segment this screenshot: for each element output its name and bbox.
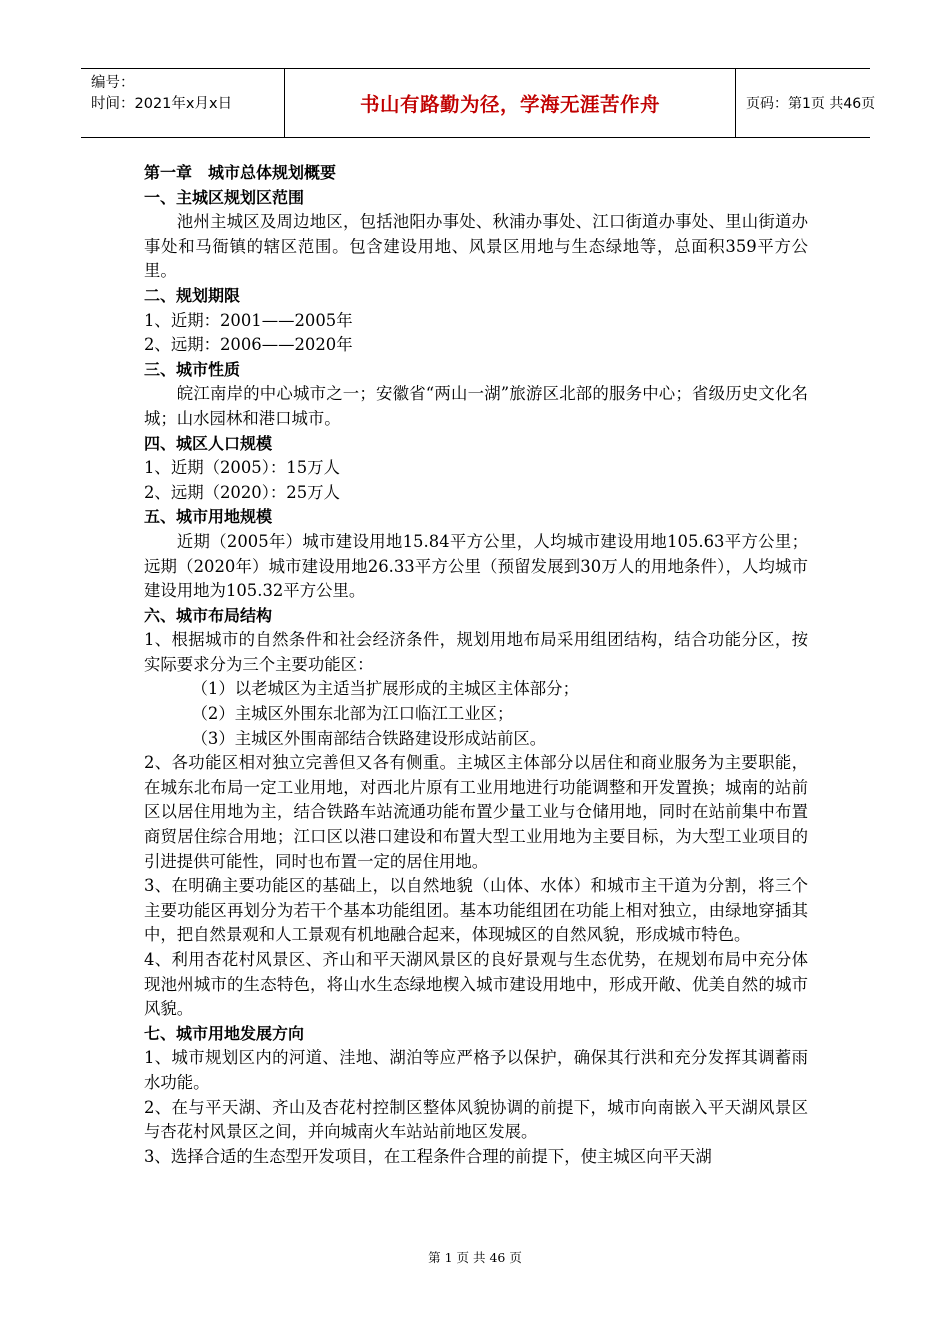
section-heading: 七、城市用地发展方向: [144, 1023, 305, 1043]
page-header: [81, 68, 876, 138]
list-item: 2、远期：2006——2020年: [144, 335, 353, 355]
paragraph: 3、在明确主要功能区的基础上，以自然地貌（山体、水体）和城市主干道为分割，将三个主要功能区再划分为若干个基本功能组团。基本功能组团在功能上相对独立，由绿地穿插其中，把自然景观和人工景观有机地融合起来，体现城区的自然风貌，形成城市特色。: [144, 876, 808, 945]
paragraph: 4、利用杏花村风景区、齐山和平天湖风景区的良好景观与生态优势，在规划布局中充分体现池州城市的生态特色，将山水生态绿地楔入城市建设用地中，形成开敞、优美自然的城市风貌。: [144, 950, 808, 1019]
list-item: （1）以老城区为主适当扩展形成的主城区主体部分；: [191, 679, 579, 699]
time-label: 时间：2021年x月x日: [91, 96, 233, 112]
list-item: 2、远期（2020）：25万人: [144, 482, 340, 502]
number-label: 编号：: [91, 75, 135, 91]
paragraph: 池州主城区及周边地区，包括池阳办事处、秋浦办事处、江口街道办事处、里山街道办事处和马衙镇的辖区范围。包含建设用地、风景区用地与生态绿地等，总面积359平方公里。: [144, 212, 808, 281]
paragraph: 3、选择合适的生态型开发项目，在工程条件合理的前提下，使主城区向平天湖: [144, 1146, 712, 1166]
header-meta: [81, 69, 284, 137]
document-body: [144, 161, 808, 1169]
list-item: （3）主城区外围南部结合铁路建设形成站前区。: [191, 728, 547, 748]
paragraph: 皖江南岸的中心城市之一；安徽省“两山一湖”旅游区北部的服务中心；省级历史文化名城；山水园林和港口城市。: [144, 384, 808, 428]
page-footer: [0, 1248, 950, 1266]
section-heading: 一、主城区规划区范围: [144, 187, 305, 207]
footer-page-number: 第 1 页 共 46 页: [428, 1250, 522, 1265]
paragraph: 近期（2005年）城市建设用地15.84平方公里，人均城市建设用地105.63平方公里；远期（2020年）城市建设用地26.33平方公里（预留发展到30万人的用地条件），人均城市建设用地为105.32平方公里。: [144, 531, 808, 601]
list-item: （2）主城区外围东北部为江口临江工业区；: [191, 704, 514, 724]
paragraph: 2、各功能区相对独立完善但又各有侧重。主城区主体部分以居住和商业服务为主要职能，在城东北布局一定工业用地，对西北片原有工业用地进行功能调整和开发置换；城南的站前区以居住用地为主，结合铁路车站流通功能布置少量工业与仓储用地，同时在站前集中布置商贸居住综合用地；江口区以港口建设和布置大型工业用地为主要目标，为大型工业项目的引进提供可能性，同时也布置一定的居住用地。: [144, 753, 808, 871]
paragraph: 2、在与平天湖、齐山及杏花村控制区整体风貌协调的前提下，城市向南嵌入平天湖风景区与杏花村风景区之间，并向城南火车站站前地区发展。: [144, 1097, 808, 1142]
header-page-info: 页码：第1页 共46页: [746, 96, 876, 112]
paragraph: 1、根据城市的自然条件和社会经济条件，规划用地布局采用组团结构，结合功能分区，按实际要求分为三个主要功能区：: [144, 630, 808, 674]
section-heading: 六、城市布局结构: [144, 605, 273, 625]
list-item: 1、近期：2001——2005年: [144, 310, 353, 330]
list-item: 1、近期（2005）：15万人: [144, 458, 340, 478]
section-heading: 五、城市用地规模: [144, 507, 273, 527]
chapter-title: 第一章 城市总体规划概要: [144, 163, 337, 182]
paragraph: 1、城市规划区内的河道、洼地、湖泊等应严格予以保护，确保其行洪和充分发挥其调蓄雨水功能。: [144, 1048, 808, 1092]
section-heading: 三、城市性质: [144, 359, 241, 379]
section-heading: 四、城区人口规模: [144, 433, 273, 453]
section-heading: 二、规划期限: [144, 285, 241, 305]
header-motto: 书山有路勤为径，学海无涯苦作舟: [284, 69, 736, 137]
